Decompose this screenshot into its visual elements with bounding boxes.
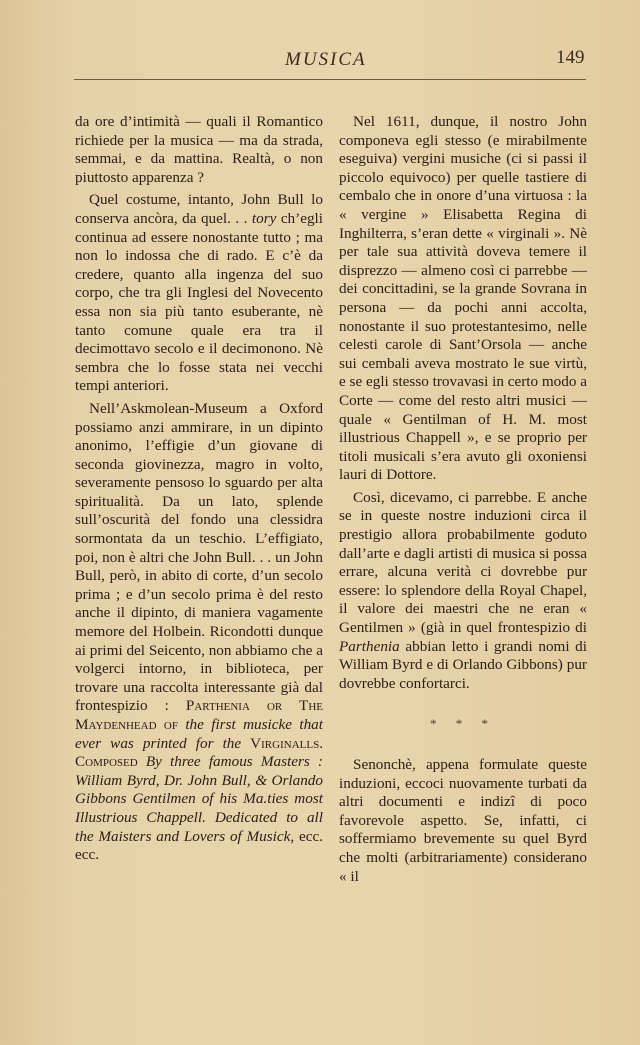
text-run: Nell’Askmolean-Museum a Oxford possiamo anzi ammirare, in un dipinto anonimo, l’effigie d’un giovane di seconda giovinezza, magro in volto, severamente pensoso lo sguardo per alta spiritualità. Da un lato, splende sull’oscurità del fondo una clessidra sormontata da un teschio. L’effigiato, poi, non è altri che John Bull. . . un John Bull, però, in abito di corte, d’un secolo prima ; e d’un secolo prima è del resto anche il dipinto, di maniera vagamente memore del Holbein. Ricondotti dunque ai primi del Seicento, non abbiamo che a volgerci intorno, in biblioteca, per trovare una raccolta interessante già dal frontespizio : (75, 399, 323, 715)
text-run: Così, dicevamo, ci parrebbe. E anche se in queste nostre induzioni circa il prestigio allora probabilmente goduto dall’arte e dagli artisti di musica si possa errare, alcuna verità ci dovrebbe pur essere: lo splendore della Royal Chapel, il valore dei maestri che ne eran « Gentilmen » (già in quel frontespizio di (339, 488, 587, 637)
page-number: 149 (556, 47, 585, 68)
left-column (75, 113, 323, 865)
header-rule (74, 79, 586, 80)
text-run: ch’egli continua ad essere nonostante tutto ; ma non lo indossa che di rado. E c’è da credere, quanto alla ingenza del suo corpo, che tra gli Inglesi del Novecento essa non sia più tanto esuberante, nè tanto comune quale era tra il decimottavo secolo e il decimonono. Nè sembra che lo fosse stata nei vecchi tempi anteriori. (75, 209, 323, 395)
title-smallcaps: Parthenia or The Maydenhead of (75, 697, 323, 733)
text-run: Quel costume, intanto, John Bull lo conserva ancòra, da quel. . . (75, 191, 323, 227)
paragraph (339, 489, 587, 694)
text-run: ecc. ecc. (75, 827, 323, 864)
title-smallcaps: Virginalls. Composed (75, 734, 323, 771)
paragraph: Senonchè, appena formulate queste induzioni, eccoci nuovamente turbati da altri documenti e indizî di poco favorevole aspetto. Se, infatti, ci soffermiamo brevemente su quel Byrd che molti (arbitrariamente) considerano « il (339, 756, 587, 885)
paragraph: Nel 1611, dunque, il nostro John componeva egli stesso (e mirabilmente eseguiva) vergini musiche (ci si passi il piccolo equivoco) per quelle tastiere di cembalo che in onore d’una virtuosa : la « vergine » Elisabetta Regina di Inghilterra, s’eran dette « virginali ». Nè per tale sua attività doveva temere il disprezzo — almeno così ci parrebbe — dei concittadini, se la grande Sovrana in persona — da pochi anni accolta, nonostante il suo protestantesimo, nelle celesti carole di Sant’Orsola — anche sui cembali aveva mostrato le sue virtù, e se egli stesso trovavasi in certo modo a Corte — come del resto altri musici — quale « Gentilman of H. M. most illustrious Chappell », e se proprio per titoli musicali s’era avuto gli oxoniensi lauri di Dottore. (339, 113, 587, 484)
paragraph (75, 400, 323, 865)
running-title: MUSICA (285, 49, 367, 70)
section-separator: * * * (430, 716, 496, 732)
text-run: abbian letto i grandi nomi di William Byrd e di Orlando Gibbons) pur dovrebbe confortarci. (339, 637, 587, 692)
italic-word: Parthenia (339, 637, 400, 655)
right-column (339, 113, 587, 886)
title-italic: the first musicke that ever was printed for the (75, 716, 323, 752)
paragraph: da ore d’intimità — quali il Romantico richiede per la musica — ma da strada, semmai, e da mattina. Realtà, o non piuttosto apparenza ? (75, 113, 323, 186)
title-italic: By three famous Masters : William Byrd, Dr. John Bull, & Orlando Gibbons Gentilmen of his Ma.ties most Illustrious Chappell. Dedicated to all the Maisters and Lovers of Musick, (75, 753, 323, 845)
paragraph (75, 191, 323, 396)
italic-word: tory (251, 209, 277, 227)
